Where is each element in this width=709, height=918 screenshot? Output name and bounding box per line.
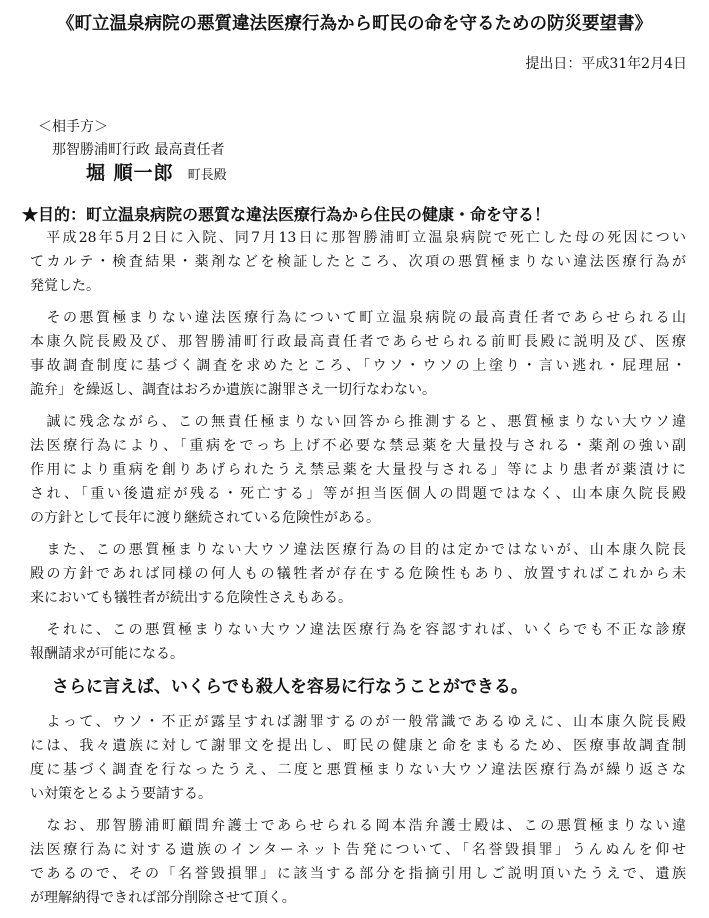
closing-paragraphs <box>30 710 686 910</box>
paragraph <box>30 710 686 806</box>
paragraph-line: 誠に残念ながら、この無責任極まりない回答から推測すると、悪質極まりない大ウソ違 <box>30 414 686 430</box>
paragraph-line: 法医療行為に対する遺族のインターネット告発について、「名誉毀損罪」うんぬんを仰せ <box>30 842 686 858</box>
document-title: 《町立温泉病院の悪質違法医療行為から町民の命を守るための防災要望書》 <box>57 14 652 34</box>
paragraph <box>30 618 686 666</box>
paragraph-line: それに、この悪質極まりない大ウソ違法医療行為を容認すれば、いくらでも不正な診療 <box>30 622 686 638</box>
addressee-name-line <box>86 158 227 185</box>
body-paragraphs <box>30 226 686 666</box>
paragraph-line: 作用により重病を創りあげられたうえ禁忌薬を大量投与される」等により患者が薬漬けに <box>30 462 686 478</box>
submission-date: 提出日：平成31年2月4日 <box>525 56 687 72</box>
addressee-title: 町長殿 <box>187 168 227 183</box>
paragraph-line: また、この悪質極まりない大ウソ違法医療行為の目的は定かではないが、山本康久院長 <box>30 542 686 558</box>
paragraph-line: 詭弁」を繰返し、調査はおろか遺族に謝罪さえ一切行なわない。 <box>30 382 436 398</box>
paragraph-line: 事故調査制度に基づく調査を求めたところ、「ウソ・ウソの上塗り・言い逃れ・屁理屈・ <box>30 358 686 374</box>
paragraph-line: 平成28年5月2日に入院、同7月13日に那智勝浦町立温泉病院で死亡した母の死因につい <box>30 230 686 246</box>
paragraph-line: 発覚した。 <box>30 278 100 294</box>
paragraph-line: よって、ウソ・不正が露呈すれば謝罪するのが一般常識であるゆえに、山本康久院長殿 <box>30 714 686 730</box>
addressee-label: ＜相手方＞ <box>38 119 108 135</box>
paragraph <box>30 410 686 530</box>
paragraph-line: てカルテ・検査結果・薬剤などを検証したところ、次項の悪質極まりない違法医療行為が <box>30 254 686 270</box>
addressee-organization: 那智勝浦町行政 最高責任者 <box>52 142 225 158</box>
addressee-name: 堀 順一郎 <box>86 162 174 184</box>
paragraph-line: 法医療行為により、「重病をでっち上げ不必要な禁忌薬を大量投与される・薬剤の強い副 <box>30 438 686 454</box>
paragraph-line: 殿の方針であれば同様の何人もの犠牲者が存在する危険性もあり、放置すればこれから未 <box>30 566 686 582</box>
paragraph-line: には、我々遺族に対して謝罪文を提出し、町民の健康と命をまもるため、医療事故調査制 <box>30 738 686 754</box>
paragraph-line: 本康久院長殿及び、那智勝浦町行政最高責任者であらせられる前町長殿に説明及び、医療 <box>30 334 686 350</box>
emphasis-statement: さらに言えば、いくらでも殺人を容易に行なうことができる。 <box>52 677 528 697</box>
paragraph-line: 度に基づく調査を行なったうえ、二度と悪質極まりない大ウソ違法医療行為が繰り返さな <box>30 762 686 778</box>
document-body <box>30 226 686 918</box>
purpose-heading: ★目的：町立温泉病院の悪質な違法医療行為から住民の健康・命を守る！ <box>22 205 551 224</box>
paragraph-line: であるので、その「名誉毀損罪」に該当する部分を指摘引用しご説明頂いたうえで、遺族 <box>30 866 686 882</box>
paragraph <box>30 306 686 402</box>
paragraph-line: の方針として長年に渡り継続されている危険性がある。 <box>30 510 380 526</box>
paragraph-line: い対策をとるよう要請する。 <box>30 786 212 802</box>
paragraph-line: 報酬請求が可能になる。 <box>30 646 184 662</box>
paragraph-line: が理解納得できれば部分削除させて頂く。 <box>30 890 296 906</box>
paragraph-line: され、「重い後遺症が残る・死亡する」等が担当医個人の問題ではなく、山本康久院長殿 <box>30 486 686 502</box>
paragraph-line: 来においても犠牲者が続出する危険性さえもある。 <box>30 590 352 606</box>
paragraph <box>30 814 686 910</box>
paragraph-line: なお、那智勝浦町顧問弁護士であらせられる岡本浩弁護士殿は、この悪質極まりない違 <box>30 818 686 834</box>
paragraph <box>30 226 686 298</box>
paragraph <box>30 538 686 610</box>
paragraph-line: その悪質極まりない違法医療行為について町立温泉病院の最高責任者であらせられる山 <box>30 310 686 326</box>
